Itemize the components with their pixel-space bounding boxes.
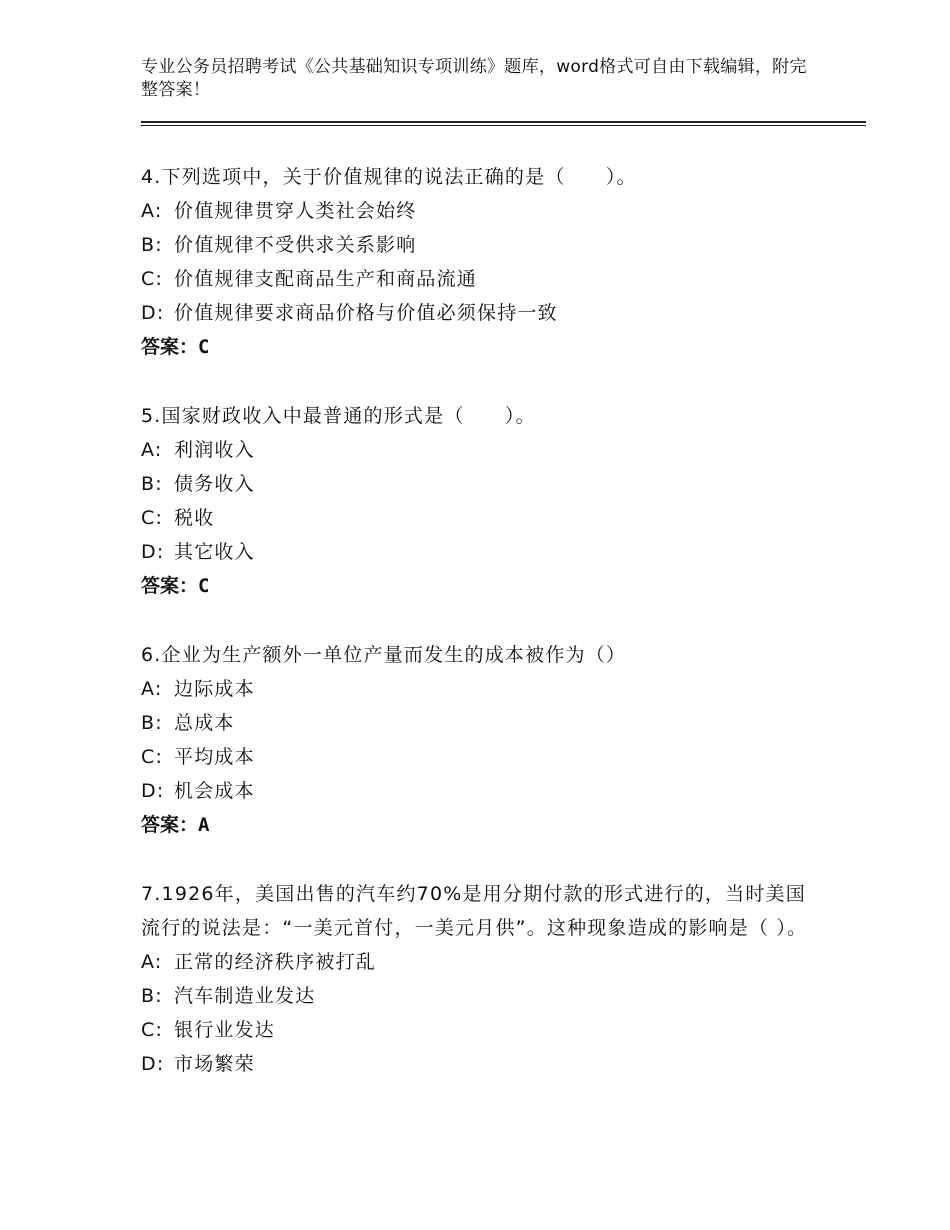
question-stem: 4.下列选项中，关于价值规律的说法正确的是（ ）。 — [141, 166, 637, 188]
option-a — [141, 433, 821, 467]
question-4 — [141, 160, 821, 364]
option-text: 正常的经济秩序被打乱 — [174, 951, 377, 973]
question-6 — [141, 638, 821, 842]
option-letter: B: — [141, 234, 163, 256]
option-letter: D: — [141, 541, 165, 563]
option-letter: C: — [141, 268, 164, 290]
answer-line: 答案：C — [141, 336, 210, 358]
option-text: 价值规律支配商品生产和商品流通 — [174, 268, 478, 290]
option-a — [141, 945, 821, 979]
option-letter: A: — [141, 678, 163, 700]
option-text: 边际成本 — [174, 678, 255, 700]
option-b — [141, 467, 821, 501]
option-c — [141, 501, 821, 535]
option-a — [141, 194, 821, 228]
option-letter: D: — [141, 1053, 165, 1075]
option-letter: C: — [141, 1019, 164, 1041]
option-text: 税收 — [174, 507, 215, 529]
option-letter: A: — [141, 951, 163, 973]
option-text: 市场繁荣 — [174, 1053, 255, 1075]
header-divider-thick — [141, 121, 866, 123]
option-letter: C: — [141, 746, 164, 768]
option-b — [141, 979, 821, 1013]
option-letter: B: — [141, 473, 163, 495]
option-b — [141, 706, 821, 740]
option-c — [141, 1013, 821, 1047]
option-d — [141, 296, 821, 330]
option-letter: D: — [141, 302, 165, 324]
option-text: 价值规律不受供求关系影响 — [174, 234, 417, 256]
option-letter: D: — [141, 780, 165, 802]
question-5 — [141, 399, 821, 603]
option-b — [141, 228, 821, 262]
option-text: 汽车制造业发达 — [174, 985, 316, 1007]
header-divider-thin — [141, 125, 866, 126]
option-d — [141, 1047, 821, 1081]
option-text: 价值规律贯穿人类社会始终 — [174, 200, 417, 222]
question-stem: 7.1926年，美国出售的汽车约70%是用分期付款的形式进行的，当时美国流行的说法是：“一美元首付，一美元月供”。这种现象造成的影响是（ ）。 — [141, 883, 808, 939]
document-header: 专业公务员招聘考试《公共基础知识专项训练》题库，word格式可自由下载编辑，附完整答案！ — [141, 57, 807, 100]
option-letter: B: — [141, 712, 163, 734]
option-letter: A: — [141, 439, 163, 461]
option-text: 银行业发达 — [174, 1019, 276, 1041]
option-letter: B: — [141, 985, 163, 1007]
option-letter: A: — [141, 200, 163, 222]
option-text: 其它收入 — [174, 541, 255, 563]
option-d — [141, 774, 821, 808]
option-d — [141, 535, 821, 569]
option-c — [141, 262, 821, 296]
option-text: 债务收入 — [174, 473, 255, 495]
option-a — [141, 672, 821, 706]
question-stem: 5.国家财政收入中最普通的形式是（ ）。 — [141, 405, 536, 427]
answer-line: 答案：A — [141, 814, 210, 836]
option-text: 平均成本 — [174, 746, 255, 768]
answer-line: 答案：C — [141, 575, 210, 597]
question-stem: 6.企业为生产额外一单位产量而发生的成本被作为（） — [141, 644, 627, 666]
option-text: 利润收入 — [174, 439, 255, 461]
option-text: 机会成本 — [174, 780, 255, 802]
option-letter: C: — [141, 507, 164, 529]
option-text: 总成本 — [174, 712, 235, 734]
question-7 — [141, 877, 821, 1081]
option-c — [141, 740, 821, 774]
option-text: 价值规律要求商品价格与价值必须保持一致 — [174, 302, 558, 324]
